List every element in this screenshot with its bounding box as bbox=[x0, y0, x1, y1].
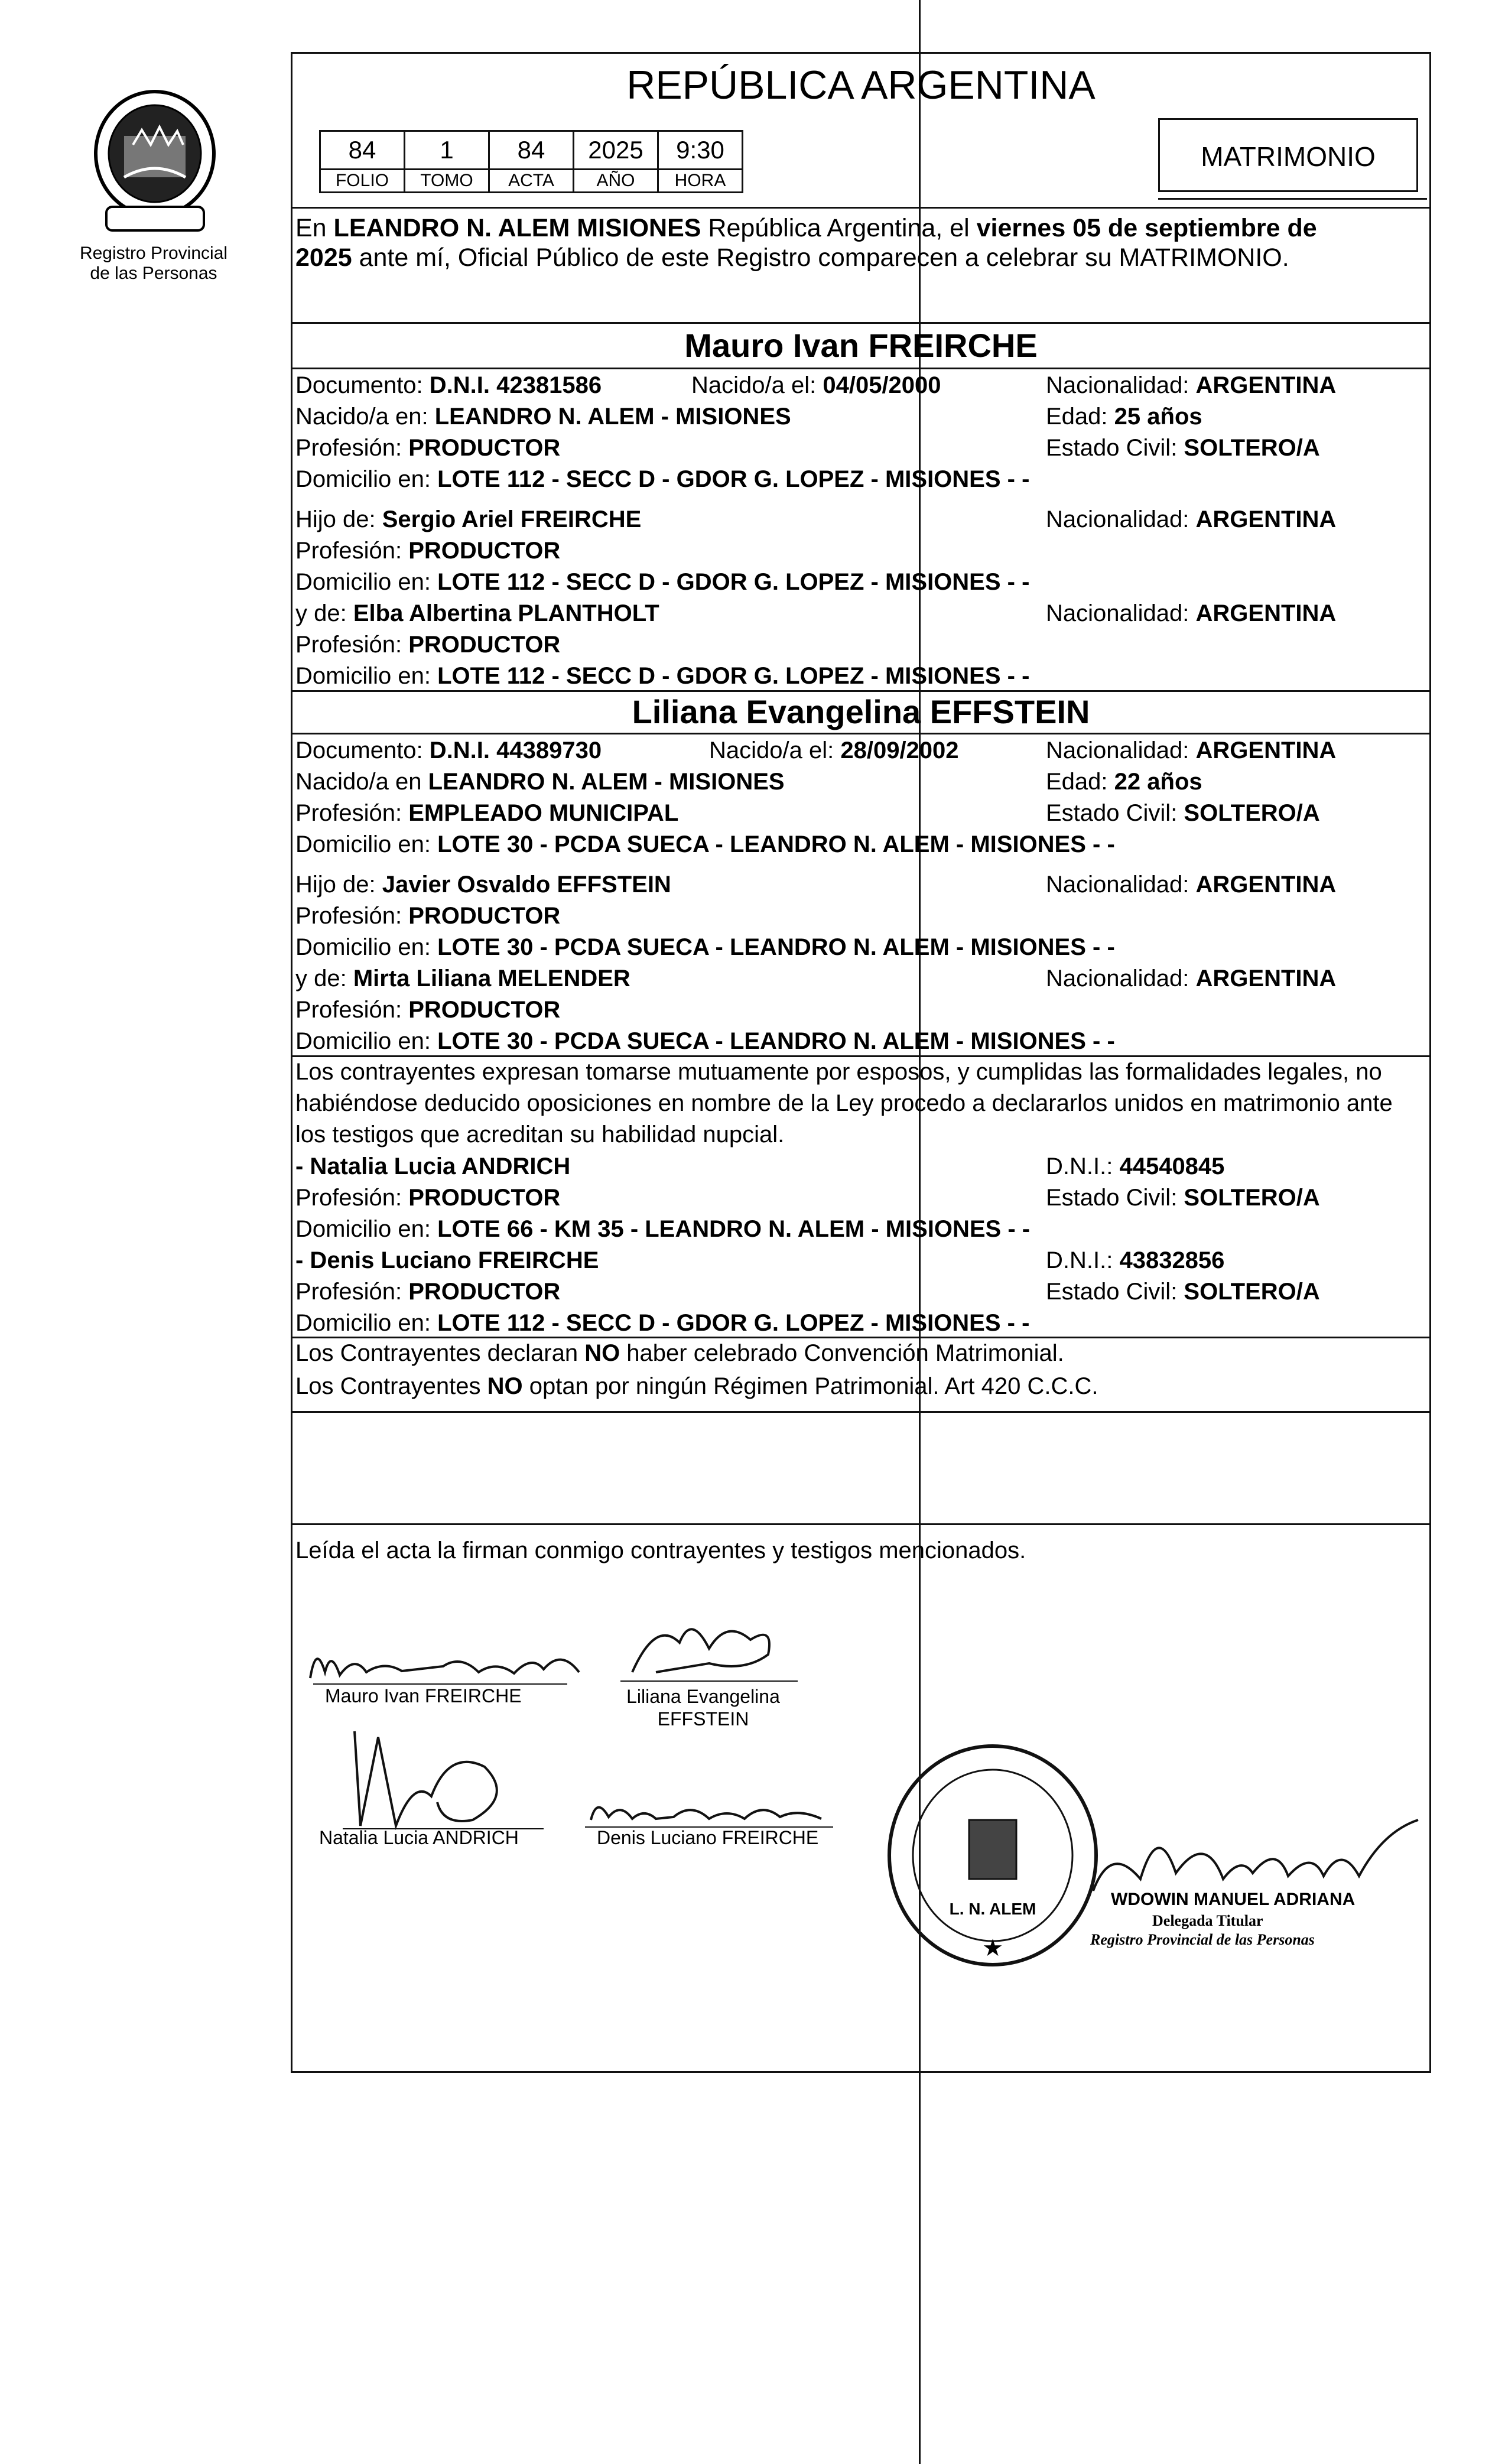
witness2-dni: D.N.I.: 43832856 bbox=[1046, 1247, 1225, 1273]
officer-role: Delegada Titular bbox=[1152, 1912, 1263, 1929]
declaration-line-3: los testigos que acreditan su habilidad nupcial. bbox=[295, 1122, 785, 1148]
tomo-value: 1 bbox=[405, 131, 489, 170]
declaration-line-2: habiéndose deducido oposiciones en nombre de la Ley procedo a declararlos unidos en matrimonio ante bbox=[295, 1090, 1393, 1116]
spouse1-age: Edad: 25 años bbox=[1046, 404, 1202, 430]
rule bbox=[291, 1337, 1431, 1338]
spouse2-nat: Nacionalidad: ARGENTINA bbox=[1046, 737, 1337, 763]
spouse1-civil: Estado Civil: SOLTERO/A bbox=[1046, 435, 1320, 461]
record-header-table bbox=[319, 130, 743, 193]
officer-name: WDOWIN MANUEL ADRIANA bbox=[1111, 1890, 1356, 1909]
sig-label-mauro: Mauro Ivan FREIRCHE bbox=[325, 1685, 522, 1706]
acta-label: ACTA bbox=[489, 170, 574, 193]
spouse2-mother-dom: Domicilio en: LOTE 30 - PCDA SUECA - LEANDRO N. ALEM - MISIONES - - bbox=[295, 1028, 1115, 1054]
rule bbox=[291, 1055, 1431, 1057]
officer-office: Registro Provincial de las Personas bbox=[1090, 1931, 1315, 1948]
svg-text:★: ★ bbox=[982, 1935, 1003, 1961]
spouse1-mother-nat: Nacionalidad: ARGENTINA bbox=[1046, 600, 1337, 626]
witness1-dni: D.N.I.: 44540845 bbox=[1046, 1153, 1225, 1179]
spouse2-civil: Estado Civil: SOLTERO/A bbox=[1046, 800, 1320, 826]
spouse2-age: Edad: 22 años bbox=[1046, 769, 1202, 795]
rule bbox=[291, 690, 1431, 692]
regime-line-1: Los Contrayentes declaran NO haber celebrado Convención Matrimonial. bbox=[295, 1340, 1064, 1366]
doc-type-underline bbox=[1158, 198, 1427, 200]
declaration-line-1: Los contrayentes expresan tomarse mutuamente por esposos, y cumplidas las formalidades legales, no bbox=[295, 1059, 1382, 1085]
rule bbox=[291, 322, 1431, 324]
rule bbox=[291, 1411, 1431, 1413]
spouse2-father-dom: Domicilio en: LOTE 30 - PCDA SUECA - LEANDRO N. ALEM - MISIONES - - bbox=[295, 934, 1115, 960]
witness1-civil: Estado Civil: SOLTERO/A bbox=[1046, 1185, 1320, 1211]
official-round-stamp bbox=[880, 1743, 1105, 1968]
spouse1-born: Nacido/a el: 04/05/2000 bbox=[691, 372, 941, 398]
witness1-prof: Profesión: PRODUCTOR bbox=[295, 1185, 561, 1211]
spouse1-dom: Domicilio en: LOTE 112 - SECC D - GDOR G. LOPEZ - MISIONES - - bbox=[295, 466, 1030, 492]
spouse2-born: Nacido/a el: 28/09/2002 bbox=[709, 737, 959, 763]
spouse1-birthplace: Nacido/a en: LEANDRO N. ALEM - MISIONES bbox=[295, 404, 791, 430]
intro-line-1: En LEANDRO N. ALEM MISIONES República Argentina, el viernes 05 de septiembre de bbox=[295, 214, 1317, 242]
sig-label-liliana: Liliana Evangelina EFFSTEIN bbox=[626, 1686, 780, 1730]
spouse2-name: Liliana Evangelina EFFSTEIN bbox=[632, 693, 1090, 730]
witness1-dom: Domicilio en: LOTE 66 - KM 35 - LEANDRO N. ALEM - MISIONES - - bbox=[295, 1216, 1031, 1242]
acta-value: 84 bbox=[489, 131, 574, 170]
spouse2-dom: Domicilio en: LOTE 30 - PCDA SUECA - LEANDRO N. ALEM - MISIONES - - bbox=[295, 831, 1115, 857]
spouse2-prof: Profesión: EMPLEADO MUNICIPAL bbox=[295, 800, 679, 826]
spouse1-mother-prof: Profesión: PRODUCTOR bbox=[295, 632, 561, 658]
spouse1-name: Mauro Ivan FREIRCHE bbox=[684, 327, 1038, 364]
rule bbox=[291, 207, 1431, 209]
spouse2-father-prof: Profesión: PRODUCTOR bbox=[295, 903, 561, 929]
document-type-box: MATRIMONIO bbox=[1158, 118, 1418, 192]
witness2-dom: Domicilio en: LOTE 112 - SECC D - GDOR G. LOPEZ - MISIONES - - bbox=[295, 1310, 1030, 1336]
anio-label: AÑO bbox=[574, 170, 658, 193]
sig-label-natalia: Natalia Lucia ANDRICH bbox=[319, 1827, 519, 1848]
spouse1-mother-dom: Domicilio en: LOTE 112 - SECC D - GDOR G. LOPEZ - MISIONES - - bbox=[295, 663, 1030, 689]
spouse1-father-prof: Profesión: PRODUCTOR bbox=[295, 538, 561, 564]
tomo-label: TOMO bbox=[405, 170, 489, 193]
province-seal-logo bbox=[89, 89, 222, 242]
spouse2-doc: Documento: D.N.I. 44389730 bbox=[295, 737, 602, 763]
spouse2-mother: y de: Mirta Liliana MELENDER bbox=[295, 966, 630, 992]
sig-label-denis: Denis Luciano FREIRCHE bbox=[597, 1827, 819, 1848]
document-title: REPÚBLICA ARGENTINA bbox=[626, 63, 1096, 108]
spouse1-father-dom: Domicilio en: LOTE 112 - SECC D - GDOR G. LOPEZ - MISIONES - - bbox=[295, 569, 1030, 595]
spouse1-father-nat: Nacionalidad: ARGENTINA bbox=[1046, 506, 1337, 532]
signature-denis bbox=[585, 1790, 833, 1832]
anio-value: 2025 bbox=[574, 131, 658, 170]
witness2-name: - Denis Luciano FREIRCHE bbox=[295, 1247, 599, 1273]
spouse1-doc: Documento: D.N.I. 42381586 bbox=[295, 372, 602, 398]
witness2-prof: Profesión: PRODUCTOR bbox=[295, 1279, 561, 1305]
rule bbox=[291, 733, 1431, 734]
spouse2-birthplace: Nacido/a en LEANDRO N. ALEM - MISIONES bbox=[295, 769, 785, 795]
signature-liliana bbox=[620, 1607, 798, 1684]
rule bbox=[291, 368, 1431, 369]
logo-caption-line1: Registro Provincial bbox=[79, 243, 228, 263]
hora-value: 9:30 bbox=[658, 131, 743, 170]
spouse1-mother: y de: Elba Albertina PLANTHOLT bbox=[295, 600, 659, 626]
closing-text: Leída el acta la firman conmigo contrayentes y testigos mencionados. bbox=[295, 1537, 1026, 1563]
spouse1-prof: Profesión: PRODUCTOR bbox=[295, 435, 561, 461]
intro-line-2: 2025 ante mí, Oficial Público de este Registro comparecen a celebrar su MATRIMONIO. bbox=[295, 243, 1289, 272]
spouse2-father-nat: Nacionalidad: ARGENTINA bbox=[1046, 872, 1337, 898]
spouse2-mother-prof: Profesión: PRODUCTOR bbox=[295, 997, 561, 1023]
regime-line-2: Los Contrayentes NO optan por ningún Régimen Patrimonial. Art 420 C.C.C. bbox=[295, 1373, 1098, 1399]
signature-natalia bbox=[343, 1725, 544, 1832]
witness2-civil: Estado Civil: SOLTERO/A bbox=[1046, 1279, 1320, 1305]
spouse2-father: Hijo de: Javier Osvaldo EFFSTEIN bbox=[295, 872, 671, 898]
stamp-center-text: L. N. ALEM bbox=[949, 1900, 1036, 1918]
folio-label: FOLIO bbox=[320, 170, 405, 193]
folio-value: 84 bbox=[320, 131, 405, 170]
hora-label: HORA bbox=[658, 170, 743, 193]
logo-caption-line2: de las Personas bbox=[90, 264, 217, 283]
rule bbox=[291, 1523, 1431, 1525]
spouse2-mother-nat: Nacionalidad: ARGENTINA bbox=[1046, 966, 1337, 992]
witness1-name: - Natalia Lucia ANDRICH bbox=[295, 1153, 571, 1179]
spouse1-nat: Nacionalidad: ARGENTINA bbox=[1046, 372, 1337, 398]
spouse1-father: Hijo de: Sergio Ariel FREIRCHE bbox=[295, 506, 642, 532]
